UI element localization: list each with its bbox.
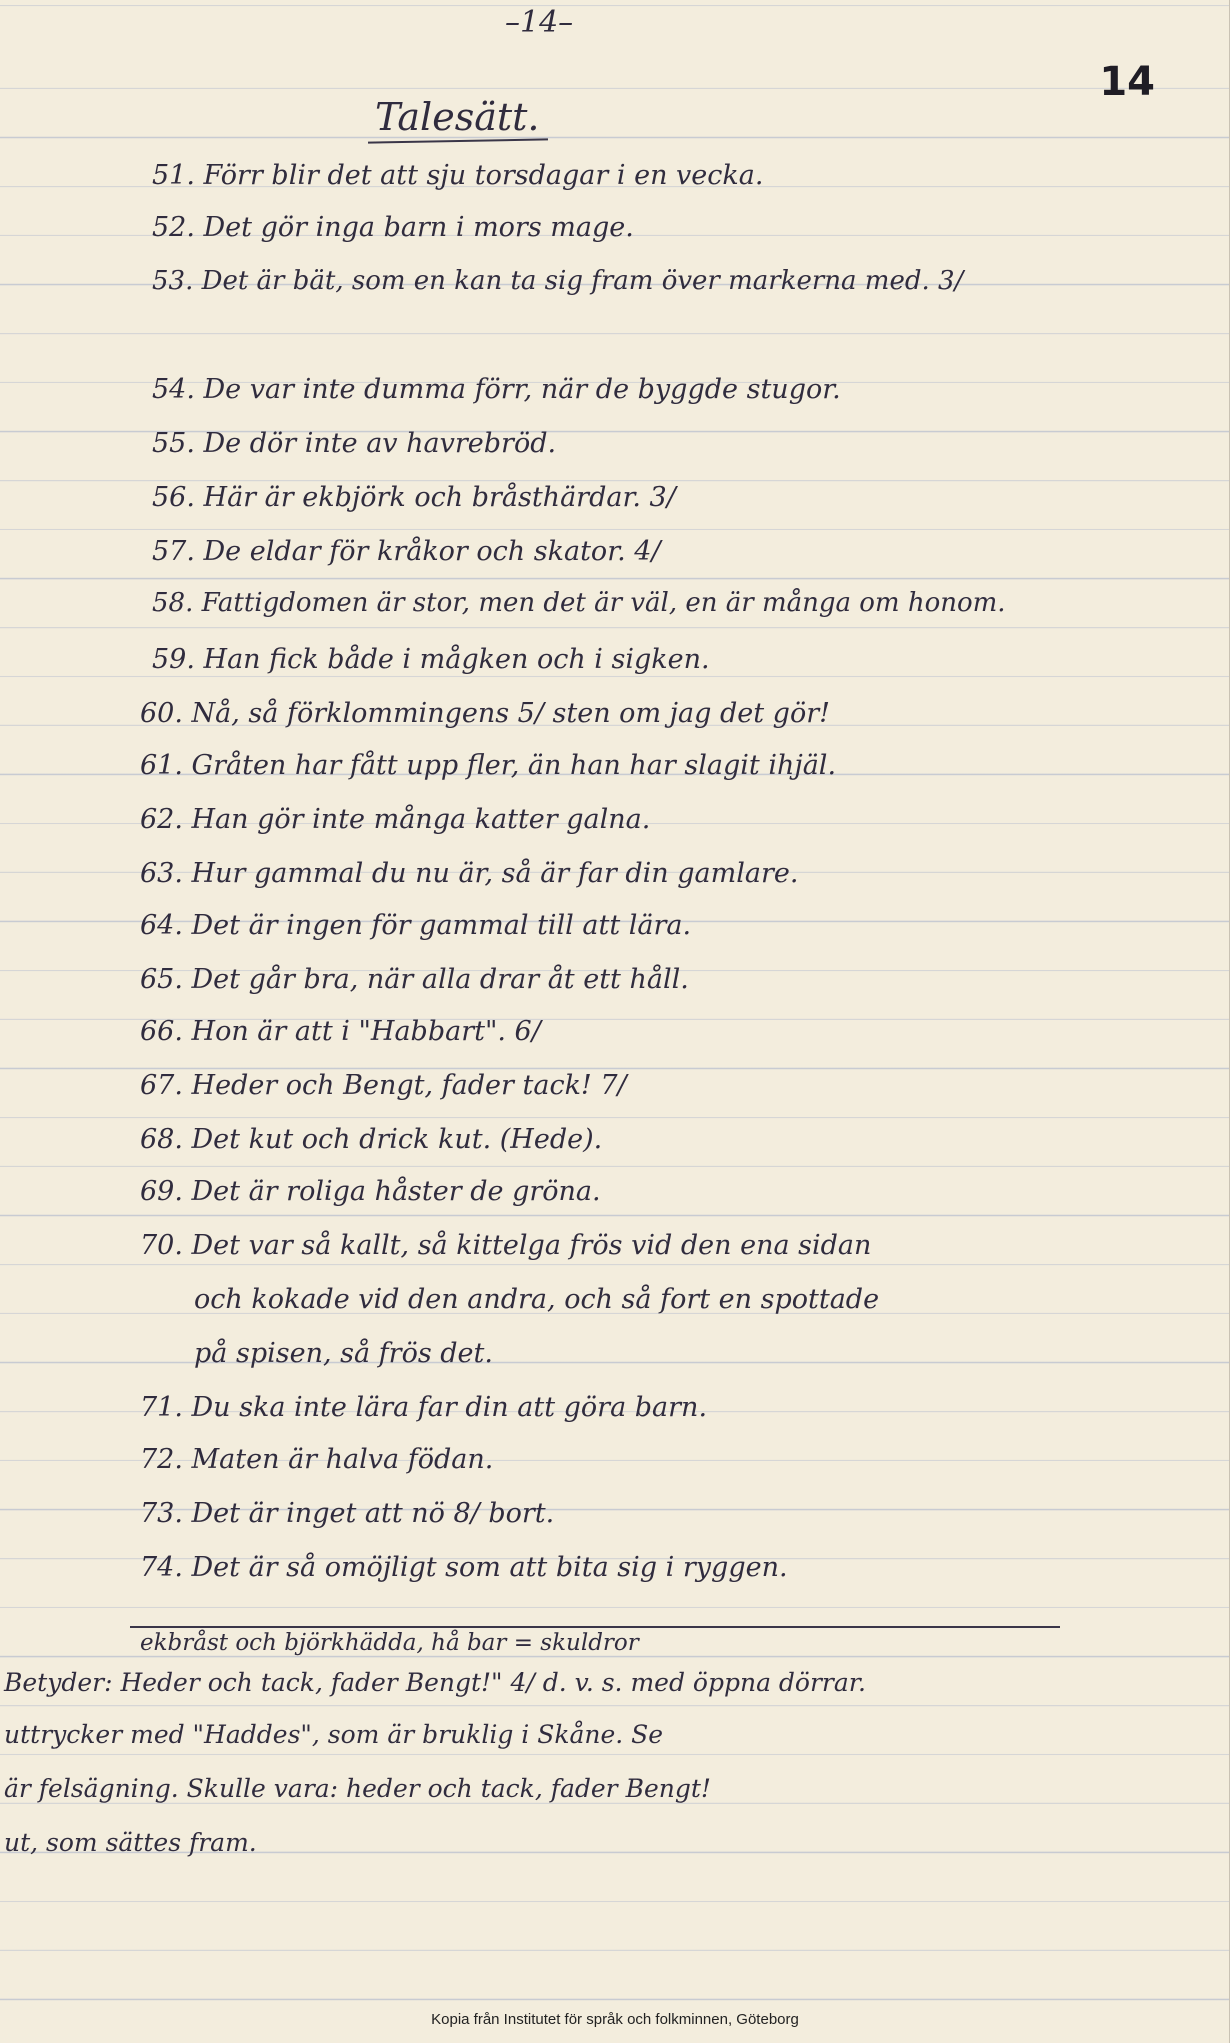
footnote-divider [130, 1626, 1060, 1628]
stamped-page-number: 14 [1099, 59, 1155, 105]
archive-copy-notice: Kopia från Institutet för språk och folkminnen, Göteborg [431, 2011, 799, 2028]
footnote-insertion: ekbråst och björkhädda, hå bar = skuldror [140, 1630, 639, 1656]
proverb-62: 62. Han gör inte många katter galna. [140, 804, 651, 835]
footnote-line-3: är felsägning. Skulle vara: heder och tack, fader Bengt! [4, 1774, 711, 1803]
proverb-52: 52. Det gör inga barn i mors mage. [152, 212, 634, 243]
proverb-73: 73. Det är inget att nö 8/ bort. [140, 1498, 555, 1529]
footnote-line-2: uttrycker med "Haddes", som är bruklig i Skåne. Se [4, 1720, 664, 1749]
proverb-71: 71. Du ska inte lära far din att göra barn. [140, 1392, 708, 1423]
proverb-51: 51. Förr blir det att sju torsdagar i en vecka. [152, 160, 764, 191]
proverb-74: 74. Det är så omöjligt som att bita sig i ryggen. [140, 1552, 788, 1583]
proverb-67: 67. Heder och Bengt, fader tack! 7/ [140, 1070, 627, 1101]
proverb-66: 66. Hon är att i "Habbart". 6/ [140, 1016, 541, 1047]
proverb-56: 56. Här är ekbjörk och bråsthärdar. 3/ [152, 482, 676, 513]
proverb-61: 61. Gråten har fått upp fler, än han har slagit ihjäl. [140, 750, 837, 781]
proverb-70-line-2: och kokade vid den andra, och så fort en spottade [194, 1284, 880, 1315]
proverb-65: 65. Det går bra, när alla drar åt ett håll. [140, 964, 689, 995]
footnote-line-1: Betyder: Heder och tack, fader Bengt!" 4/ d. v. s. med öppna dörrar. [4, 1668, 866, 1697]
proverb-69: 69. Det är roliga håster de gröna. [140, 1176, 601, 1207]
proverb-55: 55. De dör inte av havrebröd. [152, 428, 557, 459]
proverb-59: 59. Han fick både i mågken och i sigken. [152, 644, 710, 675]
proverb-58: 58. Fattigdomen är stor, men det är väl, en är många om honom. [152, 588, 1006, 618]
proverb-54: 54. De var inte dumma förr, när de byggde stugor. [152, 374, 841, 405]
proverb-70-line-1: 70. Det var så kallt, så kittelga frös vid den ena sidan [140, 1230, 872, 1261]
proverb-72: 72. Maten är halva födan. [140, 1444, 494, 1475]
proverb-63: 63. Hur gammal du nu är, så är far din gamlare. [140, 858, 799, 889]
title-underline [368, 138, 548, 143]
proverb-70-line-3: på spisen, så frös det. [194, 1338, 493, 1369]
proverb-53: 53. Det är bät, som en kan ta sig fram över markerna med. 3/ [152, 266, 964, 296]
footnote-line-4: ut, som sättes fram. [4, 1828, 257, 1857]
top-page-number: –14– [505, 5, 574, 40]
proverb-64: 64. Det är ingen för gammal till att lära. [140, 910, 692, 941]
proverb-57: 57. De eldar för kråkor och skator. 4/ [152, 536, 661, 567]
proverb-68: 68. Det kut och drick kut. (Hede). [140, 1124, 603, 1155]
proverb-60: 60. Nå, så förklommingens 5/ sten om jag det gör! [140, 698, 830, 729]
page-title: Talesätt. [375, 95, 540, 139]
